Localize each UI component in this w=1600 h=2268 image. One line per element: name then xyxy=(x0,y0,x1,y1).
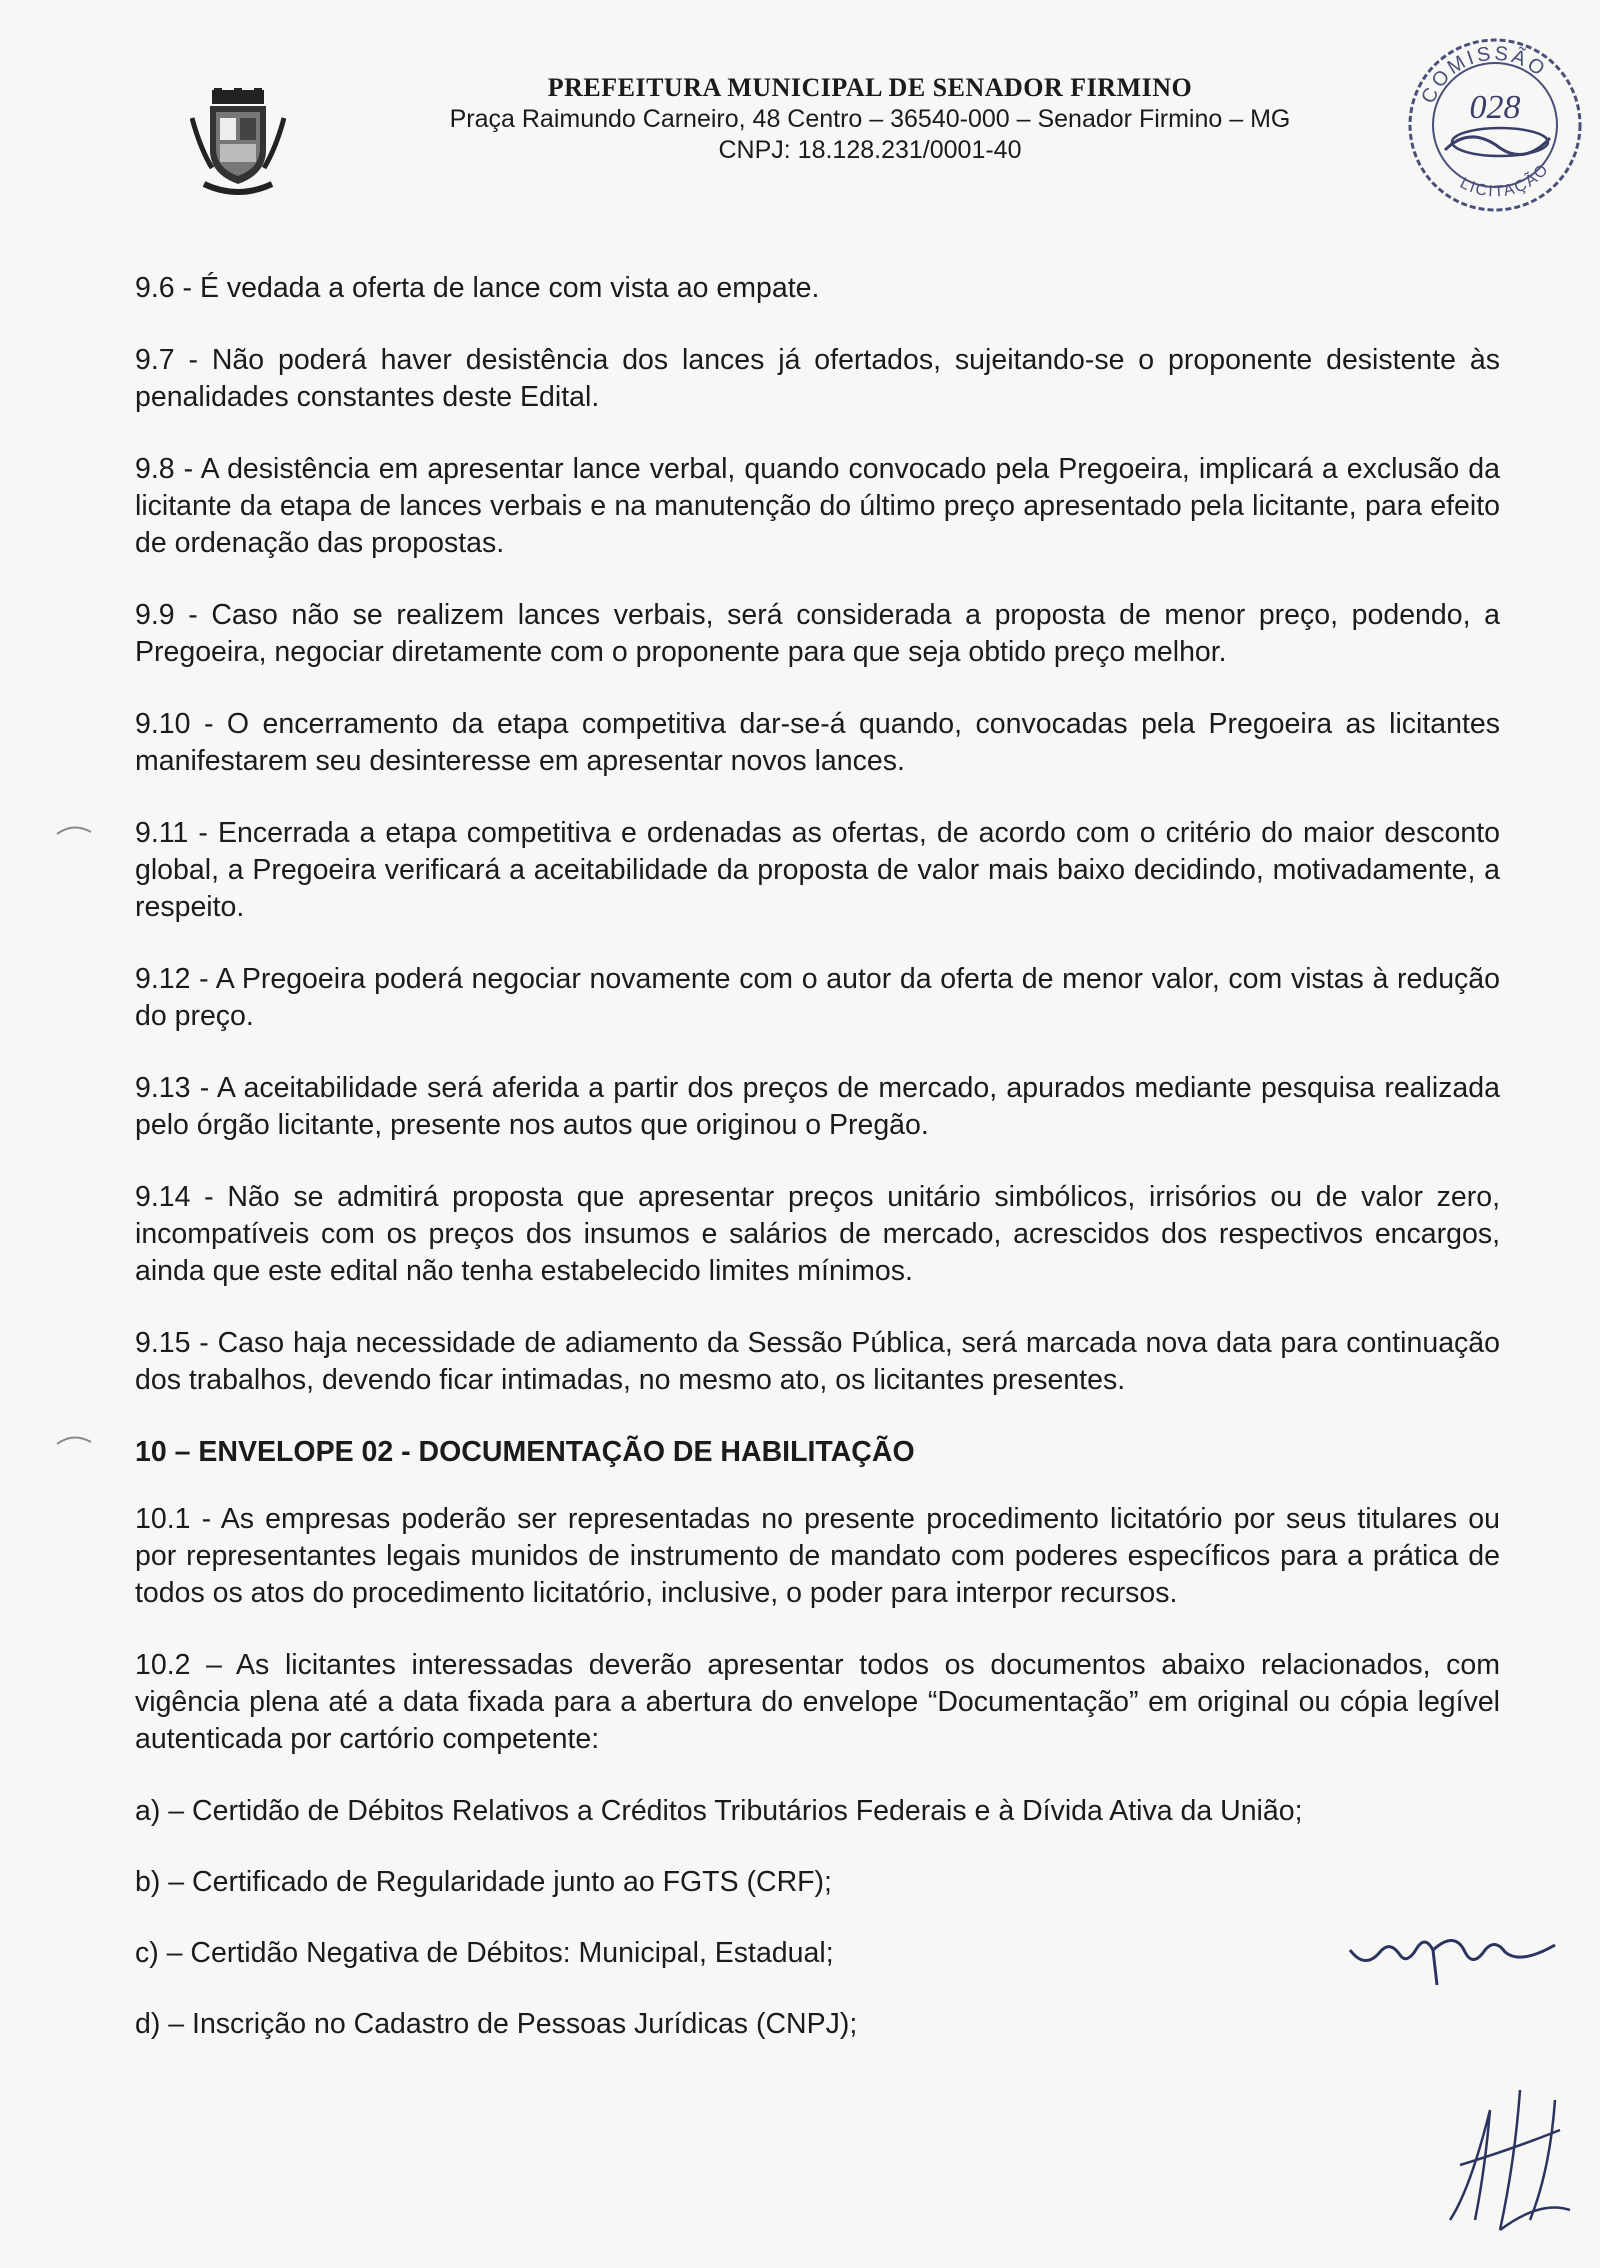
list-item: a) – Certidão de Débitos Relativos a Créditos Tributários Federais e à Dívida Ativa da União; xyxy=(135,1795,1303,1827)
paragraph-9-6: 9.6 - É vedada a oferta de lance com vista ao empate. xyxy=(135,272,820,304)
paragraph-9-11: 9.11 - Encerrada a etapa competitiva e ordenadas as ofertas, de acordo com o critério do maior desconto global, a Pregoeira verificará a aceitabilidade da proposta de valor mais baixo decidindo, motivadamente, a respeito. xyxy=(135,817,1500,923)
stamp-bottom-text: LICITAÇÃO xyxy=(1456,160,1553,201)
paragraph-9-12: 9.12 - A Pregoeira poderá negociar novamente com o autor da oferta de menor valor, com vistas à redução do preço. xyxy=(135,963,1500,1032)
initials-icon xyxy=(1430,2070,1580,2240)
stamp-page-number: 028 xyxy=(1469,89,1521,126)
list-item: c) – Certidão Negativa de Débitos: Municipal, Estadual; xyxy=(135,1937,834,1969)
margin-mark-icon xyxy=(55,820,95,840)
paragraph-9-7: 9.7 - Não poderá haver desistência dos lances já ofertados, sujeitando-se o proponente desistente às penalidades constantes deste Edital. xyxy=(135,344,1500,413)
letterhead xyxy=(370,72,1370,166)
paragraph-10-2: 10.2 – As licitantes interessadas deverão apresentar todos os documentos abaixo relacionados, com vigência plena até a data fixada para a abertura do envelope “Documentação” em original ou cópia legível autenticada por cartório competente: xyxy=(135,1649,1500,1755)
paragraph-10-1: 10.1 - As empresas poderão ser representadas no presente procedimento licitatório por seus titulares ou por representantes legais munidos de instrumento de mandato com poderes específicos para a prática de todos os atos do procedimento licitatório, inclusive, o poder para interpor recursos. xyxy=(135,1503,1500,1609)
paragraph-9-15: 9.15 - Caso haja necessidade de adiamento da Sessão Pública, será marcada nova data para continuação dos trabalhos, devendo ficar intimadas, no mesmo ato, os licitantes presentes. xyxy=(135,1327,1500,1396)
paragraph-9-9: 9.9 - Caso não se realizem lances verbais, será considerada a proposta de menor preço, podendo, a Pregoeira, negociar diretamente com o proponente para que seja obtido preço melhor. xyxy=(135,599,1500,668)
commission-stamp-icon xyxy=(1400,30,1590,220)
paragraph-9-13: 9.13 - A aceitabilidade será aferida a partir dos preços de mercado, apurados mediante pesquisa realizada pelo órgão licitante, presente nos autos que originou o Pregão. xyxy=(135,1072,1500,1141)
signature-icon xyxy=(1345,1910,1565,2000)
list-item: b) – Certificado de Regularidade junto ao FGTS (CRF); xyxy=(135,1866,832,1898)
document-body xyxy=(135,270,1500,2077)
paragraph-9-14: 9.14 - Não se admitirá proposta que apresentar preços unitário simbólicos, irrisórios ou de valor zero, incompatíveis com os preços dos insumos e salários de mercado, acrescidos dos respectivos encargos, ainda que este edital não tenha estabelecido limites mínimos. xyxy=(135,1181,1500,1287)
paragraph-9-8: 9.8 - A desistência em apresentar lance verbal, quando convocado pela Pregoeira, implicará a exclusão da licitante da etapa de lances verbais e na manutenção do último preço apresentado pela licitante, para efeito de ordenação das propostas. xyxy=(135,453,1500,559)
paragraph-9-10: 9.10 - O encerramento da etapa competitiva dar-se-á quando, convocadas pela Pregoeira as licitantes manifestarem seu desinteresse em apresentar novos lances. xyxy=(135,708,1500,777)
margin-mark-icon xyxy=(55,1430,95,1450)
letterhead-cnpj: CNPJ: 18.128.231/0001-40 xyxy=(718,136,1022,164)
section-10-title: 10 – ENVELOPE 02 - DOCUMENTAÇÃO DE HABILITAÇÃO xyxy=(135,1436,915,1468)
letterhead-title: PREFEITURA MUNICIPAL DE SENADOR FIRMINO xyxy=(547,73,1193,102)
letterhead-address: Praça Raimundo Carneiro, 48 Centro – 36540-000 – Senador Firmino – MG xyxy=(449,105,1291,133)
list-item: d) – Inscrição no Cadastro de Pessoas Jurídicas (CNPJ); xyxy=(135,2008,858,2040)
svg-text:LICITAÇÃO xyxy=(1457,160,1553,200)
stamp-top-text: COMISSÃO xyxy=(1417,42,1551,107)
coat-of-arms-icon xyxy=(190,88,286,200)
